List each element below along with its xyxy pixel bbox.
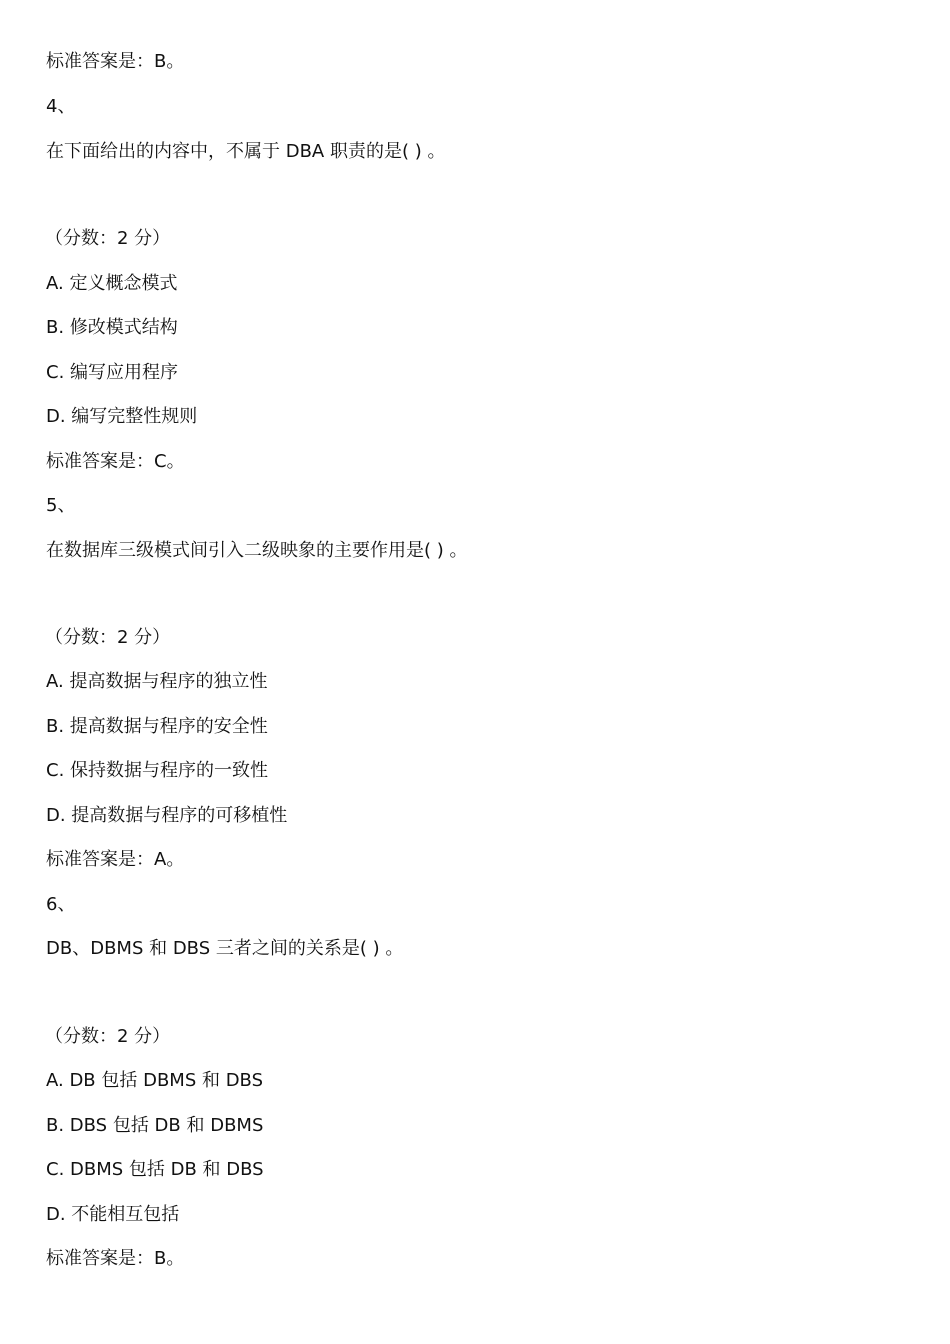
option-a-q4: A. 定义概念模式 (46, 273, 178, 294)
question-number-6: 6、 (46, 894, 76, 915)
question-text-6: DB、DBMS 和 DBS 三者之间的关系是( ) 。 (46, 938, 404, 959)
option-b-q6: B. DBS 包括 DB 和 DBMS (46, 1115, 264, 1136)
question-text-4: 在下面给出的内容中，不属于 DBA 职责的是( ) 。 (46, 141, 446, 162)
answer-q5: 标准答案是：A。 (46, 849, 185, 870)
answer-q3: 标准答案是：B。 (46, 51, 185, 72)
option-a-q5: A. 提高数据与程序的独立性 (46, 671, 268, 692)
option-d-q4: D. 编写完整性规则 (46, 406, 198, 427)
option-d-q5: D. 提高数据与程序的可移植性 (46, 805, 288, 826)
score-q5: （分数：2 分） (45, 627, 171, 648)
option-d-q6: D. 不能相互包括 (46, 1204, 180, 1225)
question-number-4: 4、 (46, 96, 76, 117)
option-c-q6: C. DBMS 包括 DB 和 DBS (46, 1159, 264, 1180)
score-q4: （分数：2 分） (45, 228, 171, 249)
option-a-q6: A. DB 包括 DBMS 和 DBS (46, 1070, 264, 1091)
answer-q6: 标准答案是：B。 (46, 1248, 185, 1269)
option-c-q4: C. 编写应用程序 (46, 362, 179, 383)
option-b-q4: B. 修改模式结构 (46, 317, 178, 338)
option-c-q5: C. 保持数据与程序的一致性 (46, 760, 269, 781)
answer-q4: 标准答案是：C。 (46, 451, 185, 472)
option-b-q5: B. 提高数据与程序的安全性 (46, 716, 268, 737)
score-q6: （分数：2 分） (45, 1026, 171, 1047)
question-text-5: 在数据库三级模式间引入二级映象的主要作用是( ) 。 (46, 540, 468, 561)
question-number-5: 5、 (46, 495, 76, 516)
